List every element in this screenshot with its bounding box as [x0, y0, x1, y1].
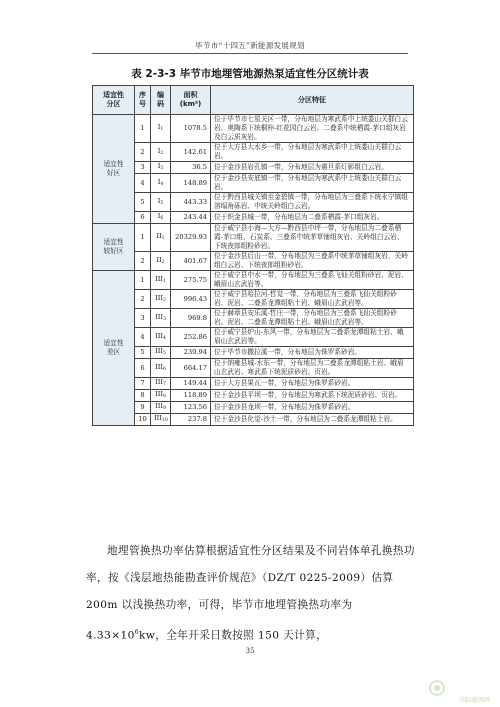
code-subscript: 2 [163, 297, 166, 303]
feature-cell: 位于金沙县岩孔镇一带，分布地层为震旦系灯影组白云岩。 [211, 162, 414, 174]
watermark-text: 国际能源网 [459, 697, 490, 704]
code-cell: $I_4$ [151, 174, 171, 193]
area-cell: 969.8 [171, 309, 211, 328]
feature-cell: 位于毕节市七星关区一带，分布地层为寒武系中上统娄山关群白云岩、奥陶系下统桐梓-红花园白云岩、二叠系中统栖霞-茅口组灰岩及白云质灰岩。 [211, 115, 414, 143]
code-cell: $III_6$ [151, 359, 171, 378]
table-row [93, 309, 414, 328]
seq-cell: 1 [135, 115, 151, 143]
code-subscript: 1 [163, 278, 166, 284]
header-code [151, 86, 171, 115]
code-subscript: 1 [160, 127, 164, 132]
seq-cell: 5 [135, 193, 151, 212]
seq-cell: 3 [135, 309, 151, 328]
feature-cell: 位于黔西县城关镇至金碧镇一带，分布地层为三叠系下统永宁镇组溶塌角砾岩、中统关岭组白云岩。 [211, 193, 414, 212]
seq-cell: 6 [135, 359, 151, 378]
header-text-line: 分区特征 [298, 95, 326, 104]
suitability-table [92, 85, 414, 426]
seq-cell: 2 [135, 290, 151, 309]
seq-cell: 4 [135, 328, 151, 347]
header-text-line: 编 [157, 91, 164, 99]
code-subscript: 2 [160, 150, 164, 156]
code-cell: $III_3$ [151, 309, 171, 328]
code-cell: $III_8$ [151, 390, 171, 402]
code-subscript: 3 [163, 316, 166, 322]
feature-cell: 位于赫章县安乐溪-哲庄一带，分布地层为三叠系飞仙关组粉砂岩、泥岩、二叠系龙潭组粘土岩、峨眉山玄武岩等。 [211, 309, 414, 328]
table-row [93, 224, 414, 252]
code-cell: $II_2$ [151, 252, 171, 271]
seq-cell: 7 [135, 378, 151, 390]
code-cell: $III_{10}$ [151, 414, 171, 426]
code-cell: $II_1$ [151, 224, 171, 252]
header-text-line: 序 [139, 91, 146, 99]
table-row [93, 402, 414, 414]
header-text-line: 号 [139, 100, 146, 108]
body-text-main: 地埋管换热功率估算根据适宜性分区结果及不同岩体单孔换热功率，按《浅层地热能勘查评价规范》（DZ/T 0225-2009）估算 200m 以浅换热功率，可得，毕节市地埋管换热功率为 4.33×10 [86, 545, 415, 642]
feature-cell: 位于大方县大水乡一带，分布地层为寒武系中上统娄山关群白云岩。 [211, 143, 414, 162]
code-subscript: 6 [163, 366, 166, 372]
code-cell: $III_7$ [151, 378, 171, 390]
seq-cell: 3 [135, 162, 151, 174]
area-cell: 239.94 [171, 347, 211, 359]
table-header-row [93, 86, 414, 115]
header-feature [211, 86, 414, 115]
feature-cell: 位于金沙县化觉-沙土一带，分布地层为二叠系龙潭组粘土岩。 [211, 414, 414, 426]
body-text-exponent: 6 [134, 629, 139, 636]
area-cell: 1078.5 [171, 115, 211, 143]
table-row [93, 162, 414, 174]
header-text-line: 码 [157, 100, 164, 108]
header-text-line: 适宜性 [103, 91, 124, 99]
area-cell: 142.61 [171, 143, 211, 162]
header-seq [135, 86, 151, 115]
table-row [93, 115, 414, 143]
feature-cell: 位于威宁县中水一带，分布地层为三叠系飞仙关组粉砂岩、泥岩、峨眉山玄武岩等。 [211, 271, 414, 290]
code-subscript: 5 [163, 351, 166, 356]
feature-cell: 位于织金县城一带，分布地层为二叠系栖霞-茅口组灰岩。 [211, 212, 414, 224]
code-cell: $I_2$ [151, 143, 171, 162]
area-cell: 148.89 [171, 174, 211, 193]
area-cell: 118.89 [171, 390, 211, 402]
feature-cell: 位于金沙县平坝一带，分布地层为寒武系下统泥质砂岩、页岩。 [211, 390, 414, 402]
header-area [171, 86, 211, 115]
table-caption: 表 2-3-3 毕节市地埋管地源热泵适宜性分区统计表 [131, 68, 369, 80]
table-row [93, 212, 414, 224]
area-cell: 252.86 [171, 328, 211, 347]
header-zone [93, 86, 135, 115]
area-cell: 20329.93 [171, 224, 211, 252]
zone-group-label: 适宜性 好区 [93, 115, 135, 224]
code-cell: $I_1$ [151, 115, 171, 143]
seq-cell: 1 [135, 224, 151, 252]
header-rule [92, 53, 408, 54]
code-cell: $III_1$ [151, 271, 171, 290]
code-subscript: 10 [161, 418, 168, 423]
seq-cell: 10 [135, 414, 151, 426]
area-cell: 664.17 [171, 359, 211, 378]
feature-cell: 位于金沙县后山一带，分布地层为三叠系中统茅草铺组灰岩、关岭组白云岩、下统夜郎组粉砂岩。 [211, 252, 414, 271]
table-row [93, 193, 414, 212]
code-cell: $III_2$ [151, 290, 171, 309]
seq-cell: 2 [135, 143, 151, 162]
code-subscript: 6 [160, 216, 164, 221]
table-row [93, 359, 414, 378]
table-row [93, 347, 414, 359]
feature-cell: 位于纳雍县城-水东一带，分布地层为二叠系龙潭组粘土岩、峨眉山玄武岩、寒武系下统泥质砂岩、页岩。 [211, 359, 414, 378]
area-cell: 237.8 [171, 414, 211, 426]
table-row [93, 378, 414, 390]
zone-group-label: 适宜性 差区 [93, 271, 135, 426]
seq-cell: 4 [135, 174, 151, 193]
feature-cell: 位于威宁县小海—大方—黔西县中坪一带，分布地层为二叠系栖霞-茅口组、石炭系、三叠系中统茅草铺组灰岩、关岭组白云岩、下统夜郎组粉砂岩。 [211, 224, 414, 252]
table-row [93, 143, 414, 162]
area-cell: 443.33 [171, 193, 211, 212]
area-cell: 275.75 [171, 271, 211, 290]
area-cell: 36.5 [171, 162, 211, 174]
area-cell: 996.43 [171, 290, 211, 309]
code-subscript: 9 [163, 406, 166, 411]
seq-cell: 5 [135, 347, 151, 359]
code-subscript: 5 [160, 200, 164, 206]
table-row [93, 271, 414, 290]
code-cell: $I_3$ [151, 162, 171, 174]
feature-cell: 位于大方县果瓦一带，分布地层为侏罗系砂岩。 [211, 378, 414, 390]
code-cell: $I_6$ [151, 212, 171, 224]
body-paragraph [86, 538, 420, 650]
feature-cell: 位于金沙县安底镇一带，分布地层为寒武系中上统娄山关群白云岩。 [211, 174, 414, 193]
table-row [93, 414, 414, 426]
seq-cell: 9 [135, 402, 151, 414]
feature-cell: 位于金沙县龙坝一带，分布地层为侏罗系砂岩。 [211, 402, 414, 414]
header-text-line: 面积 [183, 91, 198, 99]
table-row [93, 252, 414, 271]
body-text-tail: kw，全年开采日数按照 150 天计算， [138, 629, 328, 642]
seq-cell: 6 [135, 212, 151, 224]
code-subscript: 2 [161, 259, 165, 265]
header-text-line: (km²) [179, 100, 202, 108]
seq-cell: 8 [135, 390, 151, 402]
area-cell: 123.56 [171, 402, 211, 414]
code-cell: $III_5$ [151, 347, 171, 359]
code-subscript: 3 [160, 166, 164, 171]
area-cell: 243.44 [171, 212, 211, 224]
feature-cell: 位于毕节市撒拉溪一带，分布地层为侏罗系砂岩。 [211, 347, 414, 359]
feature-cell: 位于威宁县炉山-东风一带，分布地层为二叠系龙潭组粘土岩、峨眉山玄武岩等。 [211, 328, 414, 347]
code-subscript: 4 [160, 181, 164, 187]
code-subscript: 8 [163, 394, 166, 399]
code-subscript: 1 [161, 236, 165, 241]
area-cell: 401.67 [171, 252, 211, 271]
running-header: 毕节市“十四五”新能源发展规划 [195, 41, 305, 50]
page-number: 35 [245, 647, 255, 655]
code-subscript: 4 [163, 335, 166, 341]
table-row [93, 174, 414, 193]
table-row [93, 390, 414, 402]
header-text-line: 分区 [106, 100, 121, 108]
area-cell: 149.44 [171, 378, 211, 390]
table-body [93, 115, 414, 426]
code-subscript: 7 [163, 382, 166, 387]
code-cell: $III_4$ [151, 328, 171, 347]
table-row [93, 328, 414, 347]
seq-cell: 2 [135, 252, 151, 271]
seq-cell: 1 [135, 271, 151, 290]
code-cell: $III_9$ [151, 402, 171, 414]
table-row [93, 290, 414, 309]
zone-group-label: 适宜性 较好区 [93, 224, 135, 271]
code-cell: $I_5$ [151, 193, 171, 212]
feature-cell: 位于威宁县哈拉河-哲觉一带，分布地层为三叠系飞仙关组粉砂岩、泥岩、二叠系龙潭组粘土岩、峨眉山玄武岩等。 [211, 290, 414, 309]
